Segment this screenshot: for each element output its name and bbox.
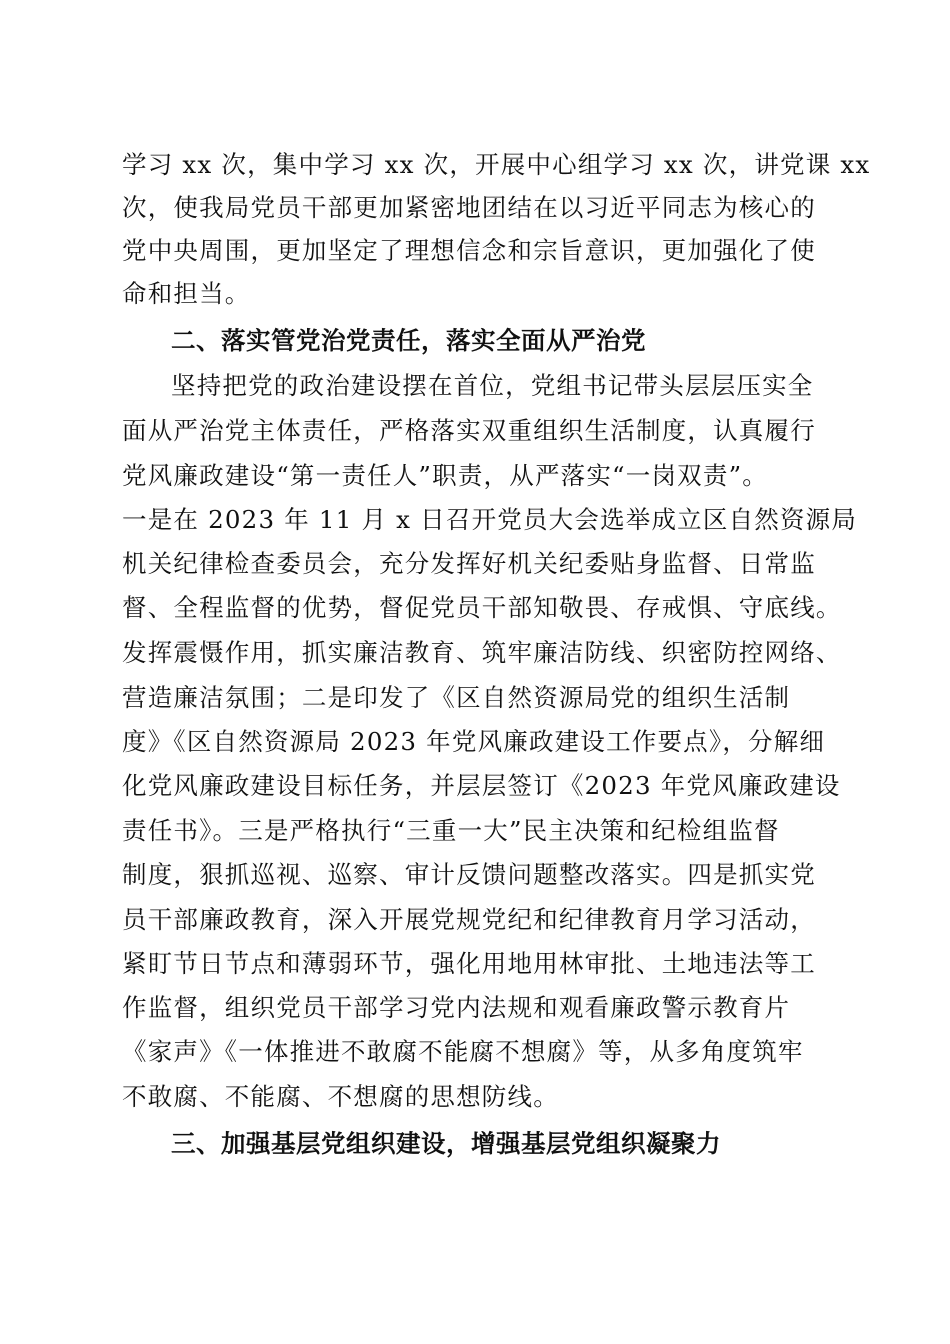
paragraph-line: 不敢腐、不能腐、不想腐的思想防线。	[122, 1082, 559, 1111]
paragraph-line: 机关纪律检查委员会，充分发挥好机关纪委贴身监督、日常监	[122, 549, 816, 578]
paragraph-line: 面从严治党主体责任，严格落实双重组织生活制度，认真履行	[122, 416, 816, 445]
paragraph-line: 化党风廉政建设目标任务，并层层签订《2023 年党风廉政建设	[122, 771, 841, 800]
paragraph-line: 度》《区自然资源局 2023 年党风廉政建设工作要点》，分解细	[122, 727, 826, 756]
paragraph-line: 员干部廉政教育，深入开展党规党纪和纪律教育月学习活动，	[122, 905, 816, 934]
section-heading-2: 二、落实管党治党责任，落实全面从严治党	[171, 326, 646, 355]
paragraph-line: 制度，狠抓巡视、巡察、审计反馈问题整改落实。四是抓实党	[122, 860, 816, 889]
paragraph-line: 责任书》。三是严格执行“三重一大”民主决策和纪检组监督	[122, 816, 780, 845]
paragraph-line: 发挥震慑作用，抓实廉洁教育、筑牢廉洁防线、织密防控网络、	[122, 638, 842, 667]
paragraph-line: 坚持把党的政治建设摆在首位，党组书记带头层层压实全	[171, 371, 814, 400]
paragraph-line: 学习 xx 次，集中学习 xx 次，开展中心组学习 xx 次，讲党课 xx	[122, 150, 871, 179]
paragraph-line: 作监督，组织党员干部学习党内法规和观看廉政警示教育片	[122, 993, 791, 1022]
section-heading-3: 三、加强基层党组织建设，增强基层党组织凝聚力	[171, 1129, 721, 1158]
paragraph-line: 命和担当。	[122, 279, 251, 308]
paragraph-line: 一是在 2023 年 11 月 x 日召开党员大会选举成立区自然资源局	[122, 505, 858, 534]
paragraph-line: 督、全程监督的优势，督促党员干部知敬畏、存戒惧、守底线。	[122, 593, 842, 622]
paragraph-line: 党中央周围，更加坚定了理想信念和宗旨意识，更加强化了使	[122, 236, 816, 265]
paragraph-line: 紧盯节日节点和薄弱环节，强化用地用林审批、土地违法等工	[122, 949, 816, 978]
paragraph-line: 《家声》《一体推进不敢腐不能腐不想腐》等，从多角度筑牢	[122, 1037, 804, 1066]
paragraph-line: 党风廉政建设“第一责任人”职责，从严落实“一岗双责”。	[122, 461, 768, 490]
paragraph-line: 营造廉洁氛围；二是印发了《区自然资源局党的组织生活制	[122, 683, 791, 712]
paragraph-line: 次，使我局党员干部更加紧密地团结在以习近平同志为核心的	[122, 193, 816, 222]
